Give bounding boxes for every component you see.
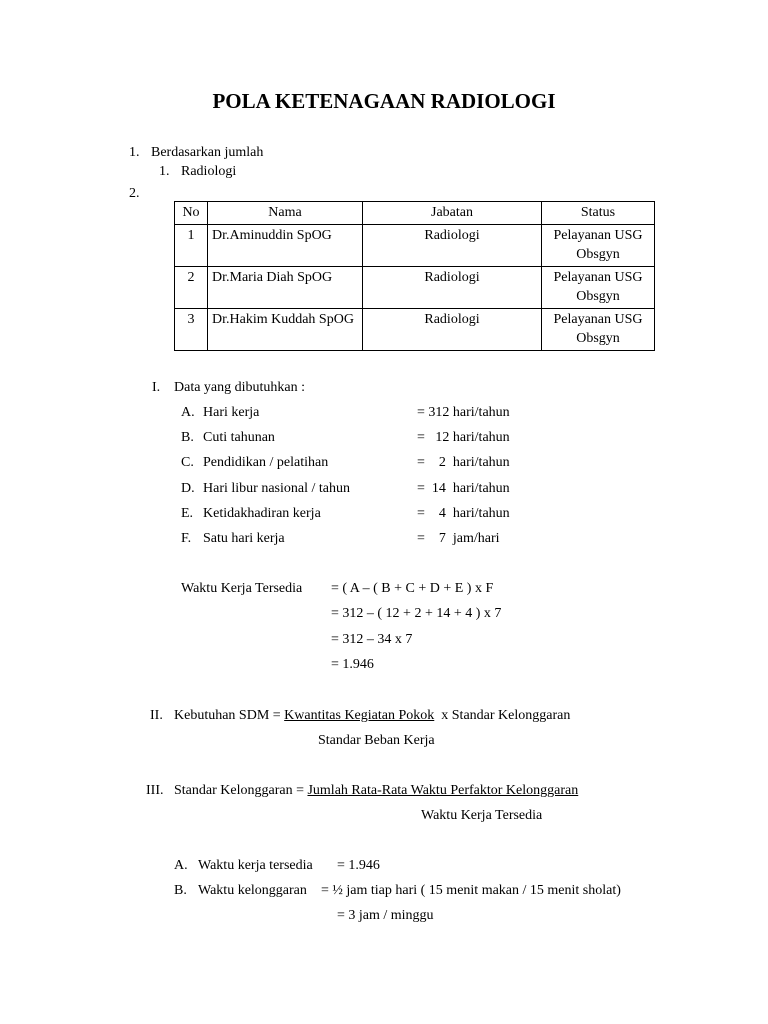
item-value: = ½ jam tiap hari ( 15 menit makan / 15 menit sholat) xyxy=(321,883,621,898)
column-header-jabatan: Jabatan xyxy=(363,202,542,225)
formula-line: = 312 – 34 x 7 xyxy=(331,632,413,647)
cell-nama: Dr.Maria Diah SpOG xyxy=(208,266,363,308)
cell-no: 1 xyxy=(175,224,208,266)
cell-nama: Dr.Hakim Kuddah SpOG xyxy=(208,308,363,350)
item-value: = 7 jam/hari xyxy=(417,531,500,546)
formula-kelonggaran xyxy=(174,782,578,800)
item-label: Waktu kerja tersedia xyxy=(198,858,313,873)
table-row xyxy=(175,308,655,350)
formula-label: Waktu Kerja Tersedia xyxy=(181,581,303,596)
formula-denominator: Waktu Kerja Tersedia xyxy=(421,808,543,823)
formula-denominator: Standar Beban Kerja xyxy=(318,733,435,748)
item-letter: F. xyxy=(181,531,192,546)
cell-nama: Dr.Aminuddin SpOG xyxy=(208,224,363,266)
formula-line: = 312 – ( 12 + 2 + 14 + 4 ) x 7 xyxy=(331,606,502,621)
formula-line: = ( A – ( B + C + D + E ) x F xyxy=(331,581,494,596)
section-number: I. xyxy=(152,380,161,395)
list-item-text: Berdasarkan jumlah xyxy=(151,145,264,160)
formula-numerator: Jumlah Rata-Rata Waktu Perfaktor Kelonggaran xyxy=(307,783,579,798)
item-label: Pendidikan / pelatihan xyxy=(203,455,329,470)
list-number: 1. xyxy=(129,145,140,160)
cell-status xyxy=(542,308,655,350)
item-label: Ketidakhadiran kerja xyxy=(203,506,321,521)
list-number: 2. xyxy=(129,186,140,201)
status-line: Obsgyn xyxy=(576,247,620,262)
table-row xyxy=(175,224,655,266)
column-header-no: No xyxy=(175,202,208,225)
item-letter: B. xyxy=(174,883,187,898)
item-value: = 312 hari/tahun xyxy=(417,405,510,420)
table-row xyxy=(175,266,655,308)
cell-status xyxy=(542,224,655,266)
cell-status xyxy=(542,266,655,308)
page-title: POLA KETENAGAAN RADIOLOGI xyxy=(212,89,556,113)
status-line: Obsgyn xyxy=(576,331,620,346)
cell-jabatan: Radiologi xyxy=(363,224,542,266)
cell-no: 2 xyxy=(175,266,208,308)
staff-table xyxy=(174,201,655,351)
formula-sdm xyxy=(174,707,570,725)
formula-suffix: x Standar Kelonggaran xyxy=(434,708,571,723)
item-label: Satu hari kerja xyxy=(203,531,285,546)
status-line: Pelayanan USG xyxy=(553,311,643,327)
column-header-nama: Nama xyxy=(208,202,363,225)
formula-prefix: Kebutuhan SDM = xyxy=(174,708,285,723)
table-header-row xyxy=(175,202,655,225)
formula-prefix: Standar Kelonggaran = xyxy=(174,783,308,798)
item-label: Waktu kelonggaran xyxy=(198,883,307,898)
item-value: = 14 hari/tahun xyxy=(417,481,510,496)
item-letter: A. xyxy=(181,405,195,420)
item-value: = 1.946 xyxy=(337,858,380,873)
column-header-status: Status xyxy=(542,202,655,225)
item-letter: A. xyxy=(174,858,188,873)
status-line: Pelayanan USG xyxy=(553,227,643,243)
cell-jabatan: Radiologi xyxy=(363,266,542,308)
item-label: Hari libur nasional / tahun xyxy=(203,481,350,496)
section-heading: Data yang dibutuhkan : xyxy=(174,380,306,395)
item-value: = 2 hari/tahun xyxy=(417,455,510,470)
status-line: Pelayanan USG xyxy=(553,269,643,285)
formula-numerator: Kwantitas Kegiatan Pokok xyxy=(284,708,435,723)
item-letter: B. xyxy=(181,430,194,445)
item-letter: C. xyxy=(181,455,194,470)
cell-jabatan: Radiologi xyxy=(363,308,542,350)
section-number: II. xyxy=(150,708,163,723)
formula-line: = 1.946 xyxy=(331,657,374,672)
item-value: = 12 hari/tahun xyxy=(417,430,510,445)
status-line: Obsgyn xyxy=(576,289,620,304)
cell-no: 3 xyxy=(175,308,208,350)
item-label: Hari kerja xyxy=(203,405,260,420)
item-letter: D. xyxy=(181,481,195,496)
section-number: III. xyxy=(146,783,164,798)
item-value: = 4 hari/tahun xyxy=(417,506,510,521)
item-value-continued: = 3 jam / minggu xyxy=(337,908,434,923)
item-label: Cuti tahunan xyxy=(203,430,275,445)
sublist-number: 1. xyxy=(159,164,170,179)
sublist-item-text: Radiologi xyxy=(181,164,237,179)
item-letter: E. xyxy=(181,506,194,521)
